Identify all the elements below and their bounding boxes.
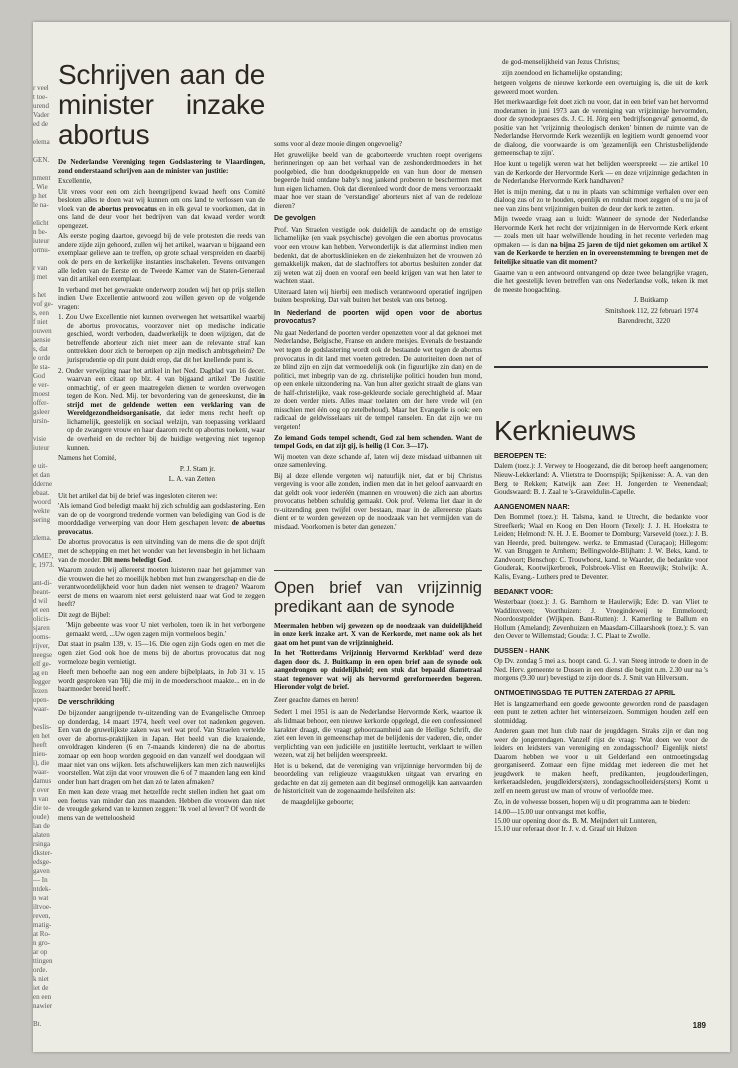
quote-paragraph: 'Als iemand God beledigt maakt hij zich schuldig aan godslastering. Een van de op de voorgrond tredende vormen van belediging van God is de moorddadige verwerping van door Hem geschapen leven: de abortus provocatus. <box>58 502 266 536</box>
edge-fragment: gsleer <box>33 408 50 416</box>
article-title-open-brief: Open brief van vrijzinnig predikant aan de synode <box>274 578 482 616</box>
list-item: de maagdelijke geboorte; <box>282 797 354 806</box>
signature: L. A. van Zetten <box>168 475 215 484</box>
edge-fragment: Vader <box>33 111 50 119</box>
edge-fragment: gaven <box>33 867 50 875</box>
edge-fragment: rijver, <box>33 642 50 650</box>
quote-paragraph: Dit zegt de Bijbel: <box>58 610 111 619</box>
paragraph: Het is langzamerhand een goede gewoonte geworden rond de paasdagen een punt te zetten achter het winterseizoen. Sommigen houden zelf een slotmiddag. <box>494 699 708 725</box>
edge-fragment: ag en <box>33 669 48 677</box>
edge-fragment: edsge- <box>33 858 52 866</box>
question-1: 1. Zou Uwe Excellentie niet kunnen overwegen het wetsartikel waarbij de abortus provocatus, voorzover niet op medische indicatie geschied, wordt verboden, daadwerkelijk te doen wijzigen, dat de betreffende aborteur zich niet meer aan de relevante straf kan onttrekken door zich te beroepen op zijn medisch ambtsgeheim? De jurisprudentie op dit punt duidt erop, dat dit het knellende punt is. <box>58 313 265 365</box>
edge-fragment: sering <box>33 516 51 524</box>
edge-fragment: ebaat. <box>33 489 50 497</box>
edge-fragment: die te- <box>33 804 51 812</box>
edge-fragment: iuteur <box>33 444 50 452</box>
paragraph: Het is u bekend, dat de vereniging van vrijzinnige hervormden bij de beoordeling van religieuze vraagstukken uitgaat van ervaring en gedachte en dat zij gemeten aan dit beginsel onmogelijk kan aanvaarden de historiciteit van de zogenaamde heilsfeiten als: <box>274 761 482 796</box>
edge-fragment: Bt. <box>33 1020 42 1028</box>
edge-fragment: r veel <box>33 84 49 92</box>
signature: Barendrecht, 3220 <box>617 317 670 326</box>
closing: Namens het Comité, <box>58 454 117 463</box>
edge-fragment: i), die <box>33 759 50 767</box>
quote-paragraph: En men kan deze vraag met hetzelfde recht stellen indien het gaat om een foetus van minder dan zes maanden. Hebben die vrouwen dan niet de vreugde gekend van te kunnen zeggen: 'Ik voel al leven'? Of wordt de mens van de wetteloosheid <box>58 788 265 822</box>
paragraph: Mijn tweede vraag aan u luidt: Wanneer de synode der Nederlandse Hervormde Kerk het recht der vrijzinnigen in de Hervormde Kerk erkent — zoals men uit haar welwillende houding in het recente verleden mag opmaken — is dan na bijna 25 jaren de tijd niet gekomen om artikel X van de Kerkorde te herzien en in overeenstemming te brengen met de feitelijke situatie van dit moment? <box>494 215 708 267</box>
paragraph: Bij al deze ellende vergeten wij natuurlijk niet, dat er bij Christus vergeving is voor alle zonden, indien men dat in het geloof aanvaardt en dat geldt ook voor iederéén (mannen en vrouwen) die zich aan abortus provocatus hebben schuldig gemaakt. Ook prof. Velema liet daar in de tv-uitzending geen twijfel over bestaan, maar in de allereerste plaats dient er te worden gewezen op de noodzaak van het vermijden van de misdaad. Voorkomen is beter dan genezen.' <box>274 471 482 531</box>
edge-fragment: reven, <box>33 912 51 920</box>
paragraph: soms voor al deze mooie dingen ongevoelig? <box>274 140 403 148</box>
divider <box>274 570 482 571</box>
edge-fragment: open- <box>33 696 49 704</box>
paragraph: Gaarne van u een antwoord ontvangend op deze twee belangrijke vragen, die het geestelijk leven betreffen van ons Nederlandse volk, teken ik met de meeste hoogachting. <box>494 268 708 294</box>
salutation: Zeer geachte dames en heren! <box>274 695 359 704</box>
edge-fragment: s, een <box>33 309 49 317</box>
subheading-verschrikking: De verschrikking <box>58 698 115 706</box>
paragraph: In verband met het gewraakte onderwerp zouden wij het op prijs stellen indien Uwe Excellentie antwoord zou willen geven op de volgende vragen: <box>58 285 265 311</box>
paragraph: Uit het artikel dat bij de brief was ingesloten citeren we: <box>58 491 218 500</box>
paragraph: Westerbaar (toez.): J. G. Barnhorn te Haulerwijk; Ede: D. van Vliet te Waddinxveen; Voorthuizen: J. Vroegindeweij te Emmeloord; Noordoostpolder (Wijkpen. Bant-Rutten): J. Kamerling te Ballum en Hollum (Ameland); Zevenhuizen en Maasdam-Cillaarshoek (toez.): S. van den Oever te Willemstad; Gouda: J. C. Plaat te Zwolle. <box>494 598 708 641</box>
edge-fragment: alaten <box>33 831 50 839</box>
edge-fragment: sjaren <box>33 624 50 632</box>
section-heading: BEDANKT VOOR: <box>494 588 554 596</box>
quote-paragraph: Waarom zouden wij allereerst moeten luisteren naar het gejammer van die vrouwen die het zo moeilijk hebben met hun zwangerschap en die de verantwoordelijkheid voor hun daden niet wensen te dragen? Waarom eerst de mens en waarom niet eerst geluisterd naar wat God te zeggen heeft? <box>58 566 265 609</box>
edge-fragment: matig- <box>33 921 52 929</box>
edge-fragment: . Wie <box>33 183 48 191</box>
edge-fragment: woord <box>33 498 51 506</box>
edge-fragment: damus <box>33 777 52 785</box>
edge-fragment: n wat <box>33 894 49 902</box>
paragraph: Uiteraard laten wij hierbij een medisch verantwoord operatief ingrijpen buiten bespreking. Dat valt buiten het bestek van ons betoog. <box>274 287 482 305</box>
signature: P. J. Stam jr. <box>179 464 215 473</box>
quote-paragraph: Heeft men behoefte aan nog een andere bijbelplaats, in Job 31 v. 15 wordt gesproken van 'Hij die mij in de moederschoot maakte... en in de baarmoeder bereid heeft'. <box>58 668 265 694</box>
edge-fragment: lan de <box>33 822 50 830</box>
paragraph: Nu gaat Nederland de poorten verder openzetten voor al dat geknoei met Nederlandse, Belgische, Franse en andere meisjes. Evenals de bestaande wet tegen de godslastering wordt ook de bestaande wet tegen de abortus provocatus in dit land met voeten getreden. De autoriteiten doen net of ze blind zijn en zijn dat vermoedelijk ook (in figuurlijke zin dan) en de politici, met inbegrip van de zg. christelijke politici houden hun mond, op een enkele uitzondering na. Van hun alter gezicht straalt de glans van de half-christelijke, vaak rose-gekleurde sociale gerechtigheid af. Maar ze doen verder niets. Alles maar toelaten om der here vrede wil (en misschien met één oog op zetelbehoud). Maar het Evangelie is ook: een radicaal de geldwisselaars uit de tempel ranselen. En dat zijn we nu vergeten! <box>274 328 482 431</box>
program-item: 15.10 uur referaat door Ir. J. v. d. Graaf uit Hulzen <box>494 825 637 834</box>
article-title-abortus: Schrijven aan de minister inzake abortus <box>58 59 265 150</box>
edge-fragment: elf ge- <box>33 660 52 668</box>
edge-fragment: God <box>33 372 46 380</box>
edge-fragment: k niet <box>33 975 49 983</box>
edge-fragment: iuteur <box>33 237 50 245</box>
edge-fragment: lezen <box>33 687 48 695</box>
edge-fragment: j met <box>33 273 48 281</box>
section-heading: ONTMOETINGSDAG TE PUTTEN ZATERDAG 27 APRIL <box>494 689 676 697</box>
edge-fragment: nawier <box>33 1002 53 1010</box>
edge-fragment: ed de <box>33 120 48 128</box>
column-abortus-letter <box>58 60 265 824</box>
edge-fragment: elicht <box>33 219 49 227</box>
paragraph: Anderen gaan met hun club naar de jeugddagen. Straks zijn er dan nog weer de jongerendagen. Vanzelf rijst de vraag: 'Wat doen we voor de leiders en leidsters van vereniging en zondagsschool? Eigenlijk niets! Daarom hebben we voor u uit Gelderland een ontmoetingsdag georganiseerd. Zomaar een fijne middag met iedereen die met het jeugdwerk te maken heeft, predikanten, jeugdouderlingen, kerkeraadsleden, jeugdleiders(sters), zondagsschoolleiders(sters) Komt u zelf en neem gerust uw man of vrouw of verloofde mee. <box>494 727 708 795</box>
paragraph: Prof. Van Straelen vestigde ook duidelijk de aandacht op de ernstige lichamelijke (en vaak psychische) gevolgen die een abortus provocatus voor een vrouw kan hebben. Verwonderlijk is dat allerminst indien men bedenkt, dat de abortusklinieken en de ziekenhuizen het de vrouwen zó gemakkelijk maken, dat de slachtoffers tot abortus besluiten zonder dat zij weten wat zij doen en vooraf een beeld krijgen van wat hen later te wachten staat. <box>274 225 482 286</box>
paragraph: Het gruwelijke beeld van de gcaborteerde vruchten roept overigens herinneringen op aan het verhaal van de zeshonderdmoeders in het poolgebied, die hun doodgeknuppelde en van hun door de mensen begeerde huid ontdane baby's nog jankend proberen te beschermen met hun eigen lichamen. Ook dat dierenleed wordt door de mens veroorzaakt maar hoe ver staan de 'verstandige' aborteurs niet af van de redeloze dieren? <box>274 150 482 210</box>
edge-fragment: r van <box>33 264 48 272</box>
edge-fragment: offer- <box>33 399 49 407</box>
edge-fragment: t over <box>33 786 50 794</box>
paragraph: Het is mijn mening, dat u nu in plaats van schimmige verhalen over een dialoog zus of zo te houden, openlijk en ronduit moet zeggen of u nu ja of nee van zins bent vrijzinnigen buiten de deur der kerk te zetten. <box>494 187 708 213</box>
paragraph: Zo, in de volwesse bossen, hopen wij u dit programma aan te bieden: <box>494 797 691 806</box>
article-lead: In het 'Rotterdams Vrijzinnig Hervormd Kerkblad' werd deze dagen door ds. J. Buitkamp in een open brief aan de synode ook aangedrongen op duidelijkheid; een stuk dat bepaald diametraal staat tegenover wat wij als hervormd gereformeerden begeren. Hieronder volgt de brief. <box>274 649 482 692</box>
edge-fragment: et dan <box>33 471 50 479</box>
salutation: Excellentie, <box>58 177 92 186</box>
edge-fragment: OME?, <box>33 552 54 560</box>
edge-fragment: GEN. <box>33 156 50 164</box>
paragraph: Hoe kunt u tegelijk weren wat het belijden weerspreekt — zie artikel 10 van de Kerkorde der Hervormde Kerk — en deze vrijzinnige gedachten in de Nederlandse Hervormde Kerk handhaven? <box>494 160 708 186</box>
edge-fragment: nment <box>33 174 51 182</box>
edge-fragment: aensie <box>33 336 51 344</box>
bible-quote: Zo iemand Gods tempel schendt, God zal hem schenden. Want de tempel Gods, en dat zijt gij, is heilig (1 Cor. 3—17). <box>274 433 482 451</box>
signature: J. Buitkamp <box>633 296 668 305</box>
edge-fragment: n van <box>33 795 49 803</box>
edge-fragment: d wil <box>33 597 48 605</box>
subheading-gevolgen: De gevolgen <box>274 215 316 223</box>
edge-fragment: n gro- <box>33 939 50 947</box>
edge-fragment: neegse <box>33 651 53 659</box>
edge-fragment: heeft <box>33 741 47 749</box>
paragraph: Het merkwaardige feit doet zich nu voor, dat in een brief van het hervormd moderamen in juni 1973 aan de vereniging van vrijzinnige hervormden, door de synodepraeses ds. J. C. H. Jörg een 'bedrijfsongeval' genoemd, de positie van het 'vrijzinnig theologisch denken' binnen de ruimte van de Nederlandse Hervormde Kerk wezenlijk en legitiem wordt genoemd voor de dialoog, die voorwaarde is om 'gezamenlijk een Christusbelijdende gemeenschap te zijn'. <box>494 98 708 158</box>
edge-fragment: beant- <box>33 588 51 596</box>
edge-fragment: waar- <box>33 768 49 776</box>
paragraph: hetgeen volgens de nieuwe kerkorde een overtuiging is, die uit de kerk geweerd moet worden. <box>494 79 708 96</box>
column-open-brief-kerknieuws <box>494 58 708 834</box>
edge-fragment: f niet <box>33 318 48 326</box>
edge-fragment: ormu- <box>33 246 51 254</box>
magazine-page <box>33 22 730 1052</box>
quote-paragraph: Dat staat in psalm 139, v. 15—16. Die ogen zijn Gods ogen en met die ogen ziet God ook hoe de mens bij de abortus provocatus dat nog vormeloze begin vernietigt. <box>58 640 265 666</box>
edge-fragment: ooms- <box>33 633 51 641</box>
edge-fragment: t toe- <box>33 93 48 101</box>
edge-fragment: vof ge- <box>33 300 54 308</box>
signature: Smitshoek 112, 22 februari 1974 <box>605 306 698 315</box>
bible-quote: 'Mijn gebeente was voor U niet verholen, toen ik in het verborgene gemaakt werd, ...Uw ogen zagen mijn vormeloos begin.' <box>66 621 265 638</box>
edge-fragment: ttingen <box>33 957 53 965</box>
subheading-poorten: In Nederland de poorten wijd open voor de abortus provocatus? <box>274 309 482 326</box>
program-item: 14.00—15.00 uur ontvangst met koffie, <box>494 808 607 817</box>
article-lead: De Nederlandse Vereniging tegen Godslastering te Vlaardingen, zond onderstaand schrijven aan de minister van justitie: <box>58 158 265 175</box>
edge-fragment: wekte <box>33 507 50 515</box>
program-item: 15.00 uur opening door ds. B. M. Meijndert uit Lunteren, <box>494 816 657 825</box>
quote-paragraph: De bijzonder aangrijpende tv-uitzending van de Evangelische Omroep op donderdag, 14 maart 1974, heeft veel over tot nadenken gegeven. Een van de gruwelijkste zaken was wel wat prof. Van Straelen vertelde over de abortus-praktijken in Japan. Het beeld van die kraaiende, onvoldragen kinderen (6 en 7-maands kinderen) die na de abortus zomaar op een hoop worden gegooid en dan vanzelf wel doodgaan wil maar niet van ons wijken. Iets afschuwelijkers kan men zich nauwelijks voorstellen. Wat zijn dat voor vrouwen die 6 of 7 maanden lang een kind onder hun hart dragen om het dan zó te laten afmaken? <box>58 709 265 786</box>
edge-fragment: p het <box>33 192 47 200</box>
paragraph: Sedert 1 mei 1951 is aan de Nederlandse Hervormde Kerk, waartoe ik als lidmaat behoor, een nieuwe kerkorde opgelegd, die een confessioneel karakter draagt, die vraagt gehoorzaamheid aan de Heilige Schrift, die ziet een leven in gemeenschap met de belijdenis der vaderen, die, onder verplichting van een judiciële en justitiële leertucht, verklaart te willen wezen, wat zij het belijden weerspreekt. <box>274 708 482 760</box>
paragraph: Op Dv. zondag 5 mei a.s. hoopt cand. G. J. van Steeg introde te doen in de Ned. Herv. gemeente te Dussen in een dienst die begint n.m. 2.30 uur na 's morgens (9.30 uur) bevestigd te zijn door ds. J. Smit van Hilversum. <box>494 657 708 683</box>
edge-fragment: ntdek- <box>33 885 51 893</box>
edge-fragment: iet de <box>33 984 49 992</box>
edge-fragment: zlema. <box>33 534 52 542</box>
edge-fragment: ant-di- <box>33 579 52 587</box>
edge-fragment: dkster- <box>33 849 53 857</box>
page-number: 189 <box>692 1021 706 1030</box>
paragraph: Wij moeten van deze schande af, laten wij deze misdaad uitbannen uit onze samenleving. <box>274 452 482 470</box>
divider <box>494 366 708 368</box>
paragraph: Dalem (toez.): J. Verwey te Hoogezand, die dit beroep heeft aangenomen; Nieuw-Lekkerland: A. Vlietstra te Doornspijk; Spijkenisse: A. A. van den Berg te Rekken; Katwijk aan Zee: H. Jongerden te Veenendaal; Goudswaard: B. J. Zaal te 's-Graveldulin-Capelle. <box>494 462 708 497</box>
edge-fragment: rsinga <box>33 840 51 848</box>
quote-paragraph: De abortus provocatus is een uitvinding van de mens die de spot drijft met de schepping en met het wonder van het levensbegin in het lichaam van de moeder. Dit mens beledigt God. <box>58 538 265 564</box>
section-heading: AANGENOMEN NAAR: <box>494 503 570 511</box>
edge-fragment: et een <box>33 606 50 614</box>
edge-fragment: le sta- <box>33 363 50 371</box>
edge-fragment: s het <box>33 291 47 299</box>
edge-fragment: ouwen <box>33 327 52 335</box>
paragraph: Als eerste poging daartoe, gevoegd bij de vele protesten die reeds van andere zijde zijn gehoord, zullen wij het artikel, waarvan u bijgaand een exemplaar gelieve aan te treffen, op grote schaal verspreiden en daarbij ook de pers en de kerkelijke instanties inschakelen. Tevens ontvangen alle leden van de Eerste en de Tweede Kamer van de Staten-Generaal van dit artikel een exemplaar. <box>58 232 265 284</box>
edge-fragment: ursin- <box>33 417 50 425</box>
edge-fragment: orde. <box>33 966 48 974</box>
edge-fragment: visie <box>33 435 47 443</box>
edge-fragment: n be- <box>33 228 48 236</box>
paragraph: Den Bommel (toez.): H. Talsma, kand. te Utrecht, die bedankte voor Streefkerk; Waal en Koog en Den Hoorn (Texel): J. J. H. Hoekstra te Leiden; Helmond: N. H. J. E. Boomer te Domburg; Varseveld (toez.): J. B. van Heerde, pred. buitengew. werkz. te Emmastad (Curaçao); Hillegom: W. van Bruggen te Arnhem; Bellingwolde-Blijham: J. W. Beks, kand. te Zandvoort; Benschop: C. Trouwborst, kand. te Waarder, die bedankte voor Gouderak, Kootwijkerbroek, Polsbroek-Vlist en Reeuwijk; Stolwijk: A. Kalis, Evang.- Luthers pred te Deventer. <box>494 513 708 581</box>
list-item: de god-menselijkheid van Jezus Christus; <box>502 58 620 66</box>
section-heading: BEROEPEN TE: <box>494 452 547 460</box>
edge-fragment: legger <box>33 678 51 686</box>
edge-fragment: en het <box>33 732 50 740</box>
edge-fragment: elema <box>33 138 50 146</box>
edge-fragment: olicis- <box>33 615 51 623</box>
article-lead: Meermalen hebben wij gewezen op de noodzaak van duidelijkheid in onze kerk inzake art. X van de Kerkorde, met name ook als het gaat om het punt van de vrijzinnigheid. <box>274 621 482 647</box>
column-abortus-continued <box>274 140 482 808</box>
edge-fragment: e orde <box>33 354 51 362</box>
section-title-kerknieuws: Kerknieuws <box>494 414 636 446</box>
edge-fragment: e uit- <box>33 462 48 470</box>
edge-fragment: e ver- <box>33 381 49 389</box>
question-2: 2. Onder verwijzing naar het artikel in het Ned. Dagblad van 16 decer. waarvan een citaat op blz. 4 van bijgaand artikel 'De Justitie onmachtig', of er geen maatregelen dienen te worden overwogen tegen de Kon. Ned. Mij. ter bevordering van de geneeskunst, die in strijd met de geldende wetten een verklaring van de Wereldgezondheidsorganisatie, dat ieder mens recht heeft op lichamelijk, geestelijk en sociaal welzijn, van toepassing verklaard op de zwangere vrouw en haar daarom recht op abortus toekent, waar de overheid en de rechter bij de huidige wetgeving niet tegenop kunnen. <box>58 366 265 452</box>
edge-fragment: s, dat <box>33 345 48 353</box>
edge-fragment: oude) <box>33 813 49 821</box>
paragraph: Uit vrees voor een om zich heengrijpend kwaad heeft ons Comité besloten alles te doen wat wij kunnen om ons land te verlossen van de vloek van de abortus provocatus en in elk geval te voorkomen, dat in ons land de deur voor het bedrijven van dat kwaad verder wordt opengezet. <box>58 187 265 230</box>
edge-fragment: iltvoe- <box>33 903 52 911</box>
edge-fragment <box>33 1011 63 1020</box>
edge-fragment: nieu- <box>33 750 48 758</box>
edge-fragment: le na- <box>33 201 49 209</box>
edge-fragment: at Ro- <box>33 930 51 938</box>
list-item: zijn zoendood en lichamelijke opstanding; <box>502 68 623 77</box>
edge-fragment: en een <box>33 993 52 1001</box>
edge-fragment: — In <box>33 876 48 884</box>
edge-fragment: urend <box>33 102 49 110</box>
edge-fragment: r, 1973. <box>33 561 55 569</box>
edge-fragment: waar- <box>33 705 49 713</box>
edge-fragment: beslis- <box>33 723 52 731</box>
edge-fragment: moest <box>33 390 50 398</box>
edge-fragment: dderne <box>33 480 53 488</box>
edge-fragment: ar op <box>33 948 48 956</box>
section-heading: DUSSEN - HANK <box>494 647 550 655</box>
